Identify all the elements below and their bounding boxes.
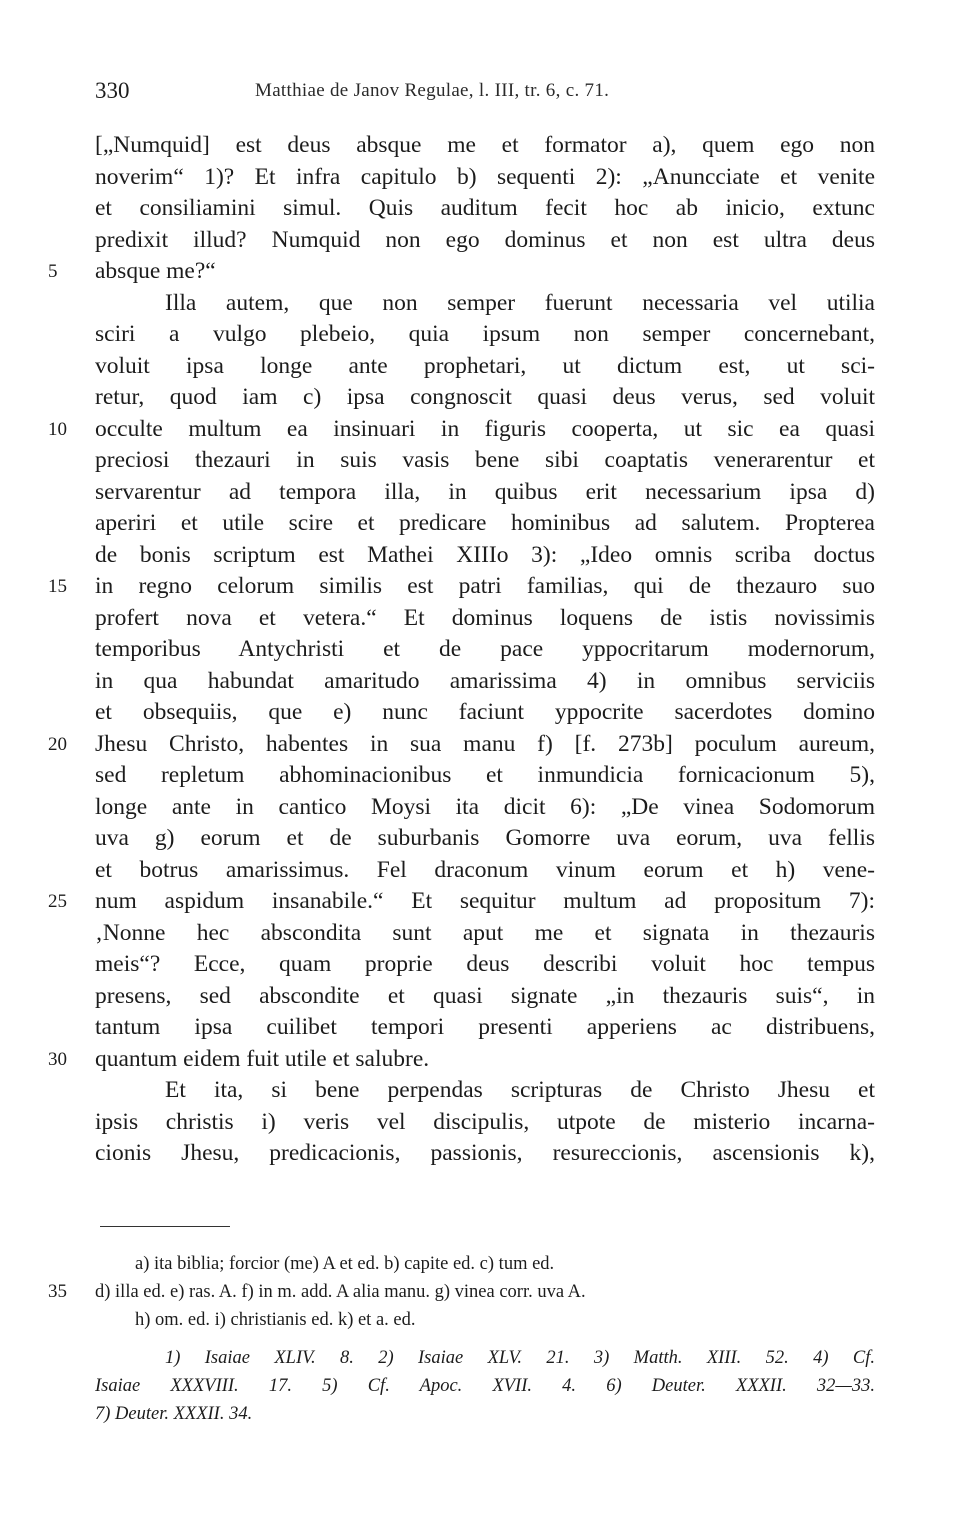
source-note-line <box>95 1344 875 1372</box>
source-notes <box>95 1344 875 1428</box>
source-note-text: 7) Deuter. XXXII. 34. <box>95 1404 253 1424</box>
note-text: d) illa ed. e) ras. A. f) in m. add. A alia manu. g) vinea corr. uva A. <box>95 1282 586 1302</box>
source-note-text: Isaiae XXXVIII. 17. 5) Cf. Apoc. XVII. 4. 6) Deuter. XXXII. 32—33. <box>95 1376 875 1396</box>
line-text: tantum ipsa cuilibet tempori presenti apperiens ac distribuens, <box>95 1014 875 1040</box>
line-text: in qua habundat amaritudo amarissima 4) in omnibus serviciis <box>95 667 875 694</box>
line-text: servarentur ad tempora illa, in quibus erit necessarium ipsa d) <box>95 478 875 505</box>
line-text: num aspidum insanabile.“ Et sequitur multum ad propositum 7): <box>95 888 875 914</box>
critical-note-line <box>48 1278 875 1306</box>
line-number: 15 <box>48 576 67 597</box>
line-text: preciosi thezauri in suis vasis bene sibi coaptatis venerarentur et <box>95 447 875 473</box>
line-text: et obsequiis, que e) nunc faciunt yppocrite sacerdotes domino <box>95 699 875 725</box>
text-line <box>95 130 875 162</box>
line-text: de bonis scriptum est Mathei XIIIo 3): „Ideo omnis scriba doctus <box>95 541 875 568</box>
line-text: occulte multum ea insinuari in figuris cooperta, ut sic ea quasi <box>95 415 875 442</box>
line-text: et botrus amarissimus. Fel draconum vinum eorum et h) vene- <box>95 856 875 883</box>
critical-note-line <box>95 1250 875 1278</box>
line-text: predixit illud? Numquid non ego dominus et non est ultra deus <box>95 226 875 253</box>
critical-note-line <box>95 1306 875 1334</box>
line-text: longe ante in cantico Moysi ita dicit 6): „De vinea Sodomorum <box>95 793 875 820</box>
source-note-line <box>95 1400 875 1428</box>
line-number: 35 <box>48 1281 67 1302</box>
text-line <box>95 445 875 477</box>
text-line <box>95 225 875 257</box>
line-number: 10 <box>48 418 67 440</box>
note-text: a) ita biblia; forcior (me) A et ed. b) capite ed. c) tum ed. <box>135 1254 555 1274</box>
text-line <box>95 760 875 792</box>
note-text: h) om. ed. i) christianis ed. k) et a. ed. <box>135 1310 416 1330</box>
line-text: quantum eidem fuit utile et salubre. <box>95 1045 430 1072</box>
line-text: ipsis christis i) veris vel discipulis, utpote de misterio incarna- <box>95 1108 875 1135</box>
text-line <box>48 1044 875 1076</box>
text-line <box>95 319 875 351</box>
line-text: voluit ipsa longe ante prophetari, ut dictum est, ut sci- <box>95 352 875 379</box>
footnote-separator <box>100 1226 230 1227</box>
critical-apparatus <box>48 1250 875 1334</box>
line-text: sciri a vulgo plebeio, quia ipsum non semper concernebant, <box>95 321 875 347</box>
text-line <box>95 288 875 320</box>
main-text <box>48 130 875 1170</box>
line-text: in regno celorum similis est patri familias, qui de thezauro suo <box>95 573 875 599</box>
text-line <box>95 382 875 414</box>
line-text: sed repletum abhominacionibus et inmundicia fornicacionum 5), <box>95 762 875 788</box>
text-line <box>48 729 875 761</box>
text-line <box>95 981 875 1013</box>
text-line <box>48 256 875 288</box>
line-text: retur, quod iam c) ipsa congnoscit quasi deus verus, sed voluit <box>95 384 875 410</box>
text-line <box>95 162 875 194</box>
text-line <box>95 823 875 855</box>
line-text: uva g) eorum et de suburbanis Gomorre uva eorum, uva fellis <box>95 825 875 851</box>
text-line <box>95 1012 875 1044</box>
line-text: Et ita, si bene perpendas scripturas de Christo Jhesu et <box>165 1077 875 1103</box>
text-line <box>95 949 875 981</box>
running-title: Matthiae de Janov Regulae, l. III, tr. 6, c. 71. <box>255 80 610 101</box>
text-line <box>95 666 875 698</box>
line-text: cionis Jhesu, predicacionis, passionis, resureccionis, ascensionis k), <box>95 1140 875 1166</box>
line-text: [„Numquid] est deus absque me et formator a), quem ego non <box>95 132 875 158</box>
page-header <box>95 78 875 108</box>
text-line <box>95 193 875 225</box>
text-line <box>95 1138 875 1170</box>
line-text: ‚Nonne hec abscondita sunt aput me et signata in thezauris <box>95 919 875 946</box>
line-text: Illa autem, que non semper fuerunt necessaria vel utilia <box>165 289 875 316</box>
line-text: absque me?“ <box>95 258 216 284</box>
text-line <box>95 540 875 572</box>
page-number: 330 <box>95 78 130 103</box>
line-text: aperiri et utile scire et predicare hominibus ad salutem. Propterea <box>95 510 875 536</box>
source-note-text: 1) Isaiae XLIV. 8. 2) Isaiae XLV. 21. 3) Matth. XIII. 52. 4) Cf. <box>165 1348 875 1368</box>
text-line <box>95 351 875 383</box>
source-note-line <box>95 1372 875 1400</box>
line-number: 20 <box>48 733 67 755</box>
text-line <box>95 792 875 824</box>
line-text: et consiliamini simul. Quis auditum fecit hoc ab inicio, extunc <box>95 195 875 221</box>
line-number: 5 <box>48 261 58 282</box>
line-text: Jhesu Christo, habentes in sua manu f) [f. 273b] poculum aureum, <box>95 730 875 757</box>
text-line <box>95 477 875 509</box>
line-text: presens, sed abscondite et quasi signate „in thezauris suis“, in <box>95 982 875 1009</box>
line-text: noverim“ 1)? Et infra capitulo b) sequenti 2): „Anuncciate et venite <box>95 163 875 190</box>
text-line <box>95 508 875 540</box>
text-line <box>95 603 875 635</box>
line-text: profert nova et vetera.“ Et dominus loquens de istis novissimis <box>95 604 875 631</box>
text-line <box>95 855 875 887</box>
line-text: meis“? Ecce, quam proprie deus describi voluit hoc tempus <box>95 951 875 977</box>
text-line <box>95 697 875 729</box>
line-text: temporibus Antychristi et de pace yppocritarum modernorum, <box>95 636 875 662</box>
text-line <box>95 918 875 950</box>
line-number: 30 <box>48 1048 67 1070</box>
text-line <box>48 414 875 446</box>
text-line <box>95 634 875 666</box>
text-line <box>95 1107 875 1139</box>
text-line <box>48 571 875 603</box>
text-line <box>95 1075 875 1107</box>
text-line <box>48 886 875 918</box>
line-number: 25 <box>48 891 67 912</box>
